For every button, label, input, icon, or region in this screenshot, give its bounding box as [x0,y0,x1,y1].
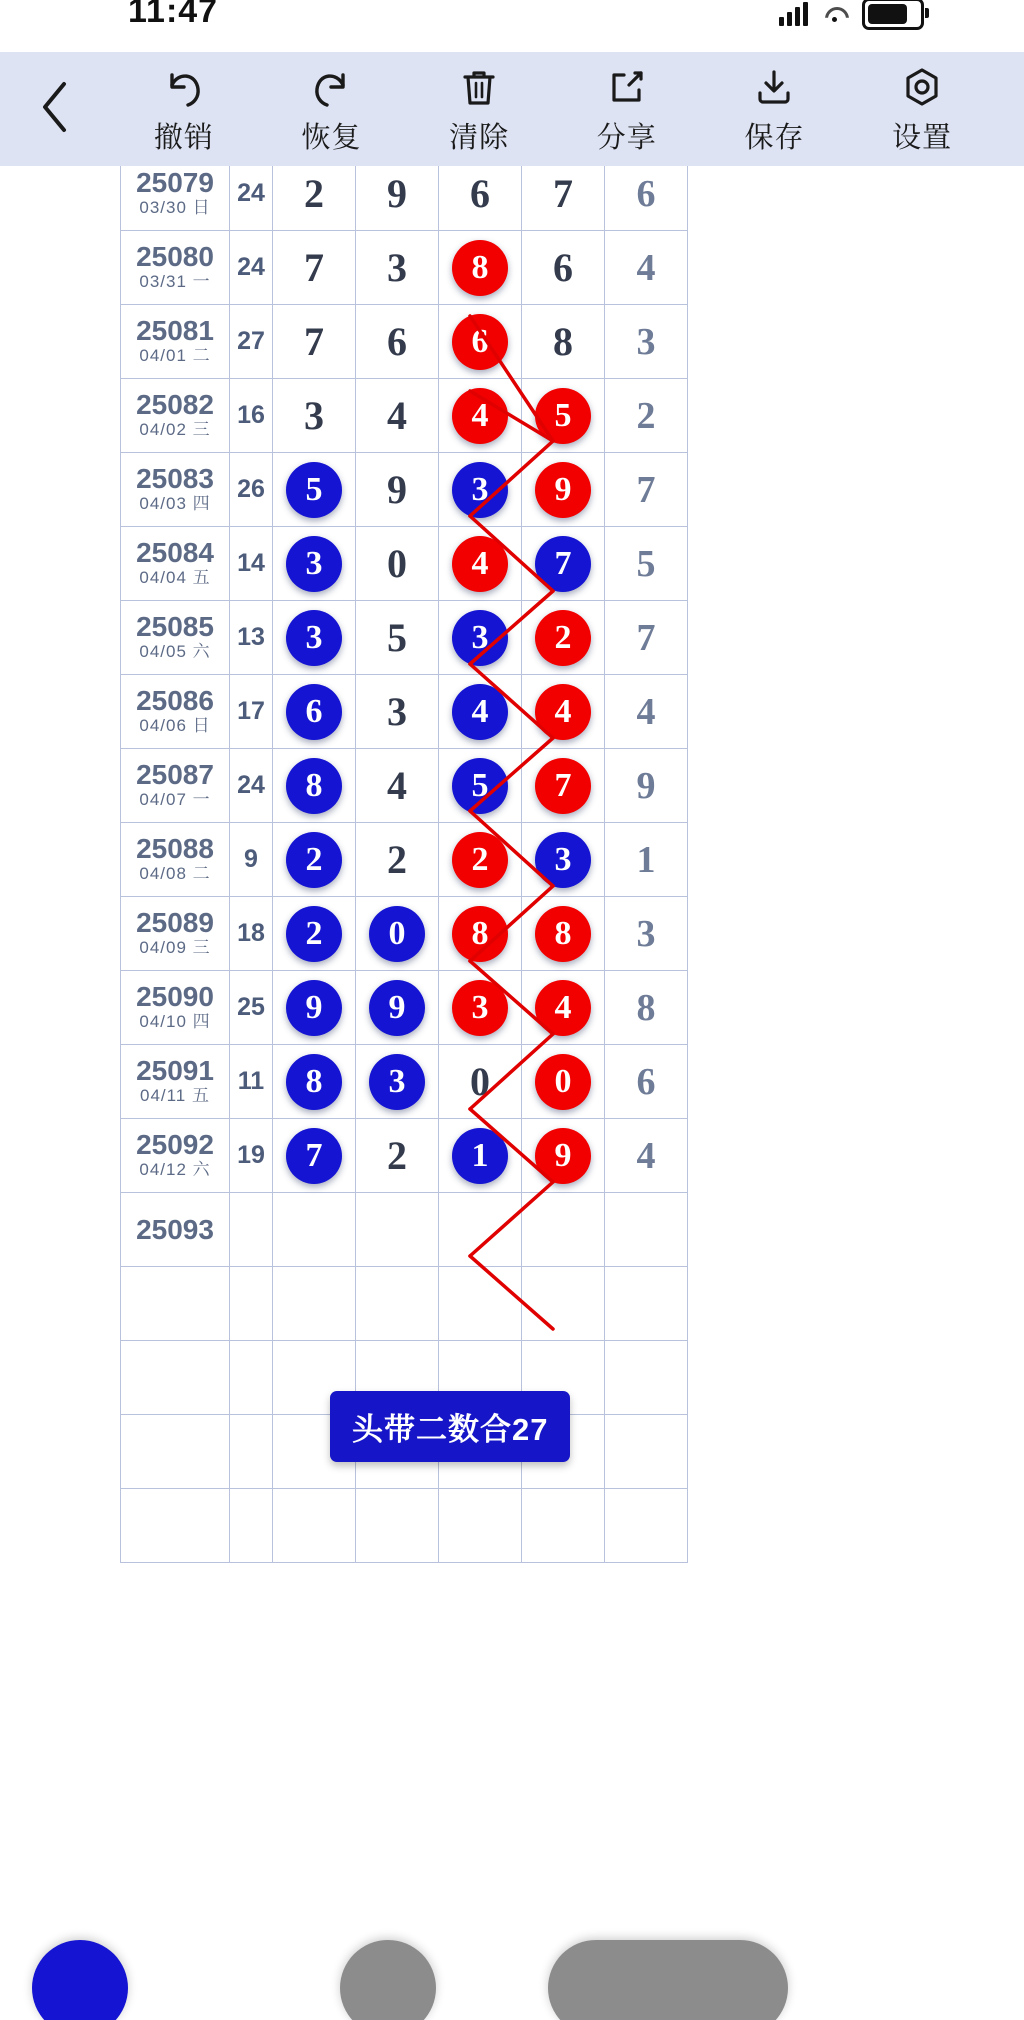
status-badge[interactable]: 头带二数合27 [330,1391,570,1462]
wifi-icon [822,3,848,25]
table-row[interactable] [121,823,688,897]
period-number: 25083 [136,462,214,494]
period-number: 25092 [136,1128,214,1160]
blue-ball[interactable]: 3 [535,832,591,888]
sum-cell: 24 [230,231,273,305]
ball-cell[interactable] [522,971,605,1045]
ball-cell[interactable] [439,897,522,971]
ball-cell[interactable] [356,305,439,379]
last-cell [605,1341,688,1415]
period-date: 04/05 六 [139,642,211,662]
ball-cell[interactable] [439,749,522,823]
ball-cell[interactable] [273,1045,356,1119]
period-date: 04/08 二 [139,864,211,884]
ball-cell[interactable] [439,971,522,1045]
table-row[interactable] [121,305,688,379]
period-date: 04/11 五 [139,1086,210,1106]
period-date: 04/09 三 [139,938,211,958]
period-number: 25089 [136,906,214,938]
save-icon [752,63,796,111]
period-cell [121,527,230,601]
table-row[interactable] [121,601,688,675]
last-cell: 4 [605,231,688,305]
clear-button[interactable] [419,63,539,156]
red-ball[interactable]: 9 [535,462,591,518]
status-icons [779,0,924,30]
red-ball[interactable]: 8 [452,906,508,962]
status-bar [0,0,1024,52]
last-cell: 1 [605,823,688,897]
bottom-chip-2[interactable] [340,1940,436,2020]
sum-cell [230,1415,273,1489]
table-row[interactable] [121,166,688,231]
ball-cell[interactable] [522,166,605,231]
blue-ball[interactable]: 9 [286,980,342,1036]
sum-cell: 17 [230,675,273,749]
period-number: 25085 [136,610,214,642]
table-row[interactable] [121,379,688,453]
period-cell [121,1267,230,1341]
red-ball[interactable]: 3 [452,980,508,1036]
ball-cell[interactable] [522,1489,605,1563]
period-cell [121,1045,230,1119]
period-date: 04/12 六 [139,1160,211,1180]
ball-cell[interactable] [439,231,522,305]
ball-cell[interactable] [439,601,522,675]
period-cell [121,166,230,231]
ball-cell[interactable] [439,1045,522,1119]
ball-cell[interactable] [356,231,439,305]
table-row[interactable] [121,1045,688,1119]
number-text: 6 [553,245,573,290]
ball-cell[interactable] [273,166,356,231]
blue-ball[interactable]: 4 [452,684,508,740]
sum-cell [230,1341,273,1415]
ball-cell[interactable] [439,1489,522,1563]
period-date: 04/04 五 [139,568,211,588]
ball-cell[interactable] [522,675,605,749]
ball-cell[interactable] [273,1489,356,1563]
blue-ball[interactable]: 8 [286,758,342,814]
ball-cell[interactable] [356,1193,439,1267]
period-cell [121,1415,230,1489]
last-cell [605,1193,688,1267]
table-row[interactable] [121,1119,688,1193]
ball-cell[interactable] [356,1489,439,1563]
number-text: 7 [304,245,324,290]
last-cell: 5 [605,527,688,601]
number-text: 2 [387,1133,407,1178]
ball-cell[interactable] [356,453,439,527]
ball-cell[interactable] [439,823,522,897]
period-number: 25093 [136,1213,214,1245]
blue-ball[interactable]: 1 [452,1128,508,1184]
last-cell: 7 [605,601,688,675]
period-date: 04/07 一 [139,790,211,810]
number-text: 8 [553,319,573,364]
blue-ball[interactable]: 5 [286,462,342,518]
ball-cell[interactable] [439,1267,522,1341]
period-number: 25086 [136,684,214,716]
number-text: 6 [387,319,407,364]
period-cell [121,231,230,305]
share-label: 分享 [596,121,657,154]
ball-cell[interactable] [439,453,522,527]
red-ball[interactable]: 5 [535,388,591,444]
table-row[interactable] [121,1267,688,1341]
ball-cell[interactable] [273,675,356,749]
ball-cell[interactable] [273,305,356,379]
red-ball[interactable]: 2 [535,610,591,666]
signal-icon [779,2,808,26]
blue-ball[interactable]: 3 [286,536,342,592]
last-cell [605,1415,688,1489]
ball-cell[interactable] [439,166,522,231]
ball-cell[interactable] [439,379,522,453]
undo-label: 撤销 [153,121,214,154]
ball-cell[interactable] [356,601,439,675]
period-number: 25082 [136,388,214,420]
table-row[interactable] [121,1489,688,1563]
blue-ball[interactable]: 2 [286,906,342,962]
ball-cell[interactable] [439,675,522,749]
status-time: 11:47 [128,0,219,30]
undo-icon [162,63,206,111]
period-number: 25088 [136,832,214,864]
number-text: 5 [387,615,407,660]
number-text: 7 [553,171,573,216]
save-button[interactable] [714,63,834,156]
ball-cell[interactable] [522,601,605,675]
sum-cell: 9 [230,823,273,897]
blue-ball[interactable]: 6 [286,684,342,740]
sum-cell: 13 [230,601,273,675]
period-number: 25090 [136,980,214,1012]
table-row[interactable] [121,453,688,527]
number-text: 0 [470,1059,490,1104]
sum-cell [230,1267,273,1341]
back-button[interactable] [0,52,110,166]
blue-ball[interactable]: 7 [535,536,591,592]
table-row[interactable] [121,749,688,823]
period-date: 04/10 四 [139,1012,211,1032]
sum-cell: 19 [230,1119,273,1193]
number-text: 0 [387,541,407,586]
ball-cell[interactable] [439,1193,522,1267]
period-cell [121,749,230,823]
ball-cell[interactable] [522,749,605,823]
last-cell: 6 [605,166,688,231]
number-text: 3 [387,689,407,734]
ball-cell[interactable] [522,379,605,453]
trash-icon [457,63,501,111]
ball-cell[interactable] [273,897,356,971]
redo-icon [309,63,353,111]
share-button[interactable] [567,63,687,156]
ball-cell[interactable] [356,1045,439,1119]
redo-button[interactable] [271,63,391,156]
ball-cell[interactable] [522,1045,605,1119]
blue-ball[interactable]: 2 [286,832,342,888]
ball-cell[interactable] [356,527,439,601]
table-row[interactable] [121,971,688,1045]
red-ball[interactable]: 9 [535,1128,591,1184]
period-number: 25087 [136,758,214,790]
red-ball[interactable]: 7 [535,758,591,814]
period-date: 03/31 一 [139,272,211,292]
ball-cell[interactable] [273,1267,356,1341]
ball-cell[interactable] [522,453,605,527]
table-row[interactable] [121,527,688,601]
period-cell [121,1489,230,1563]
red-ball[interactable]: 4 [535,980,591,1036]
sum-cell: 27 [230,305,273,379]
ball-cell[interactable] [522,1267,605,1341]
settings-label: 设置 [892,121,953,154]
sum-cell: 24 [230,166,273,231]
blue-ball[interactable]: 9 [369,980,425,1036]
period-cell [121,897,230,971]
period-number: 25080 [136,240,214,272]
blue-ball[interactable]: 3 [286,610,342,666]
period-cell [121,601,230,675]
last-cell: 4 [605,1119,688,1193]
ball-cell[interactable] [356,749,439,823]
blue-ball[interactable]: 3 [452,462,508,518]
ball-cell[interactable] [522,527,605,601]
period-date: 04/01 二 [139,346,211,366]
number-text: 2 [387,837,407,882]
table-row[interactable] [121,231,688,305]
last-cell: 8 [605,971,688,1045]
ball-cell[interactable] [356,971,439,1045]
ball-cell[interactable] [273,749,356,823]
number-text: 2 [304,171,324,216]
ball-cell[interactable] [356,675,439,749]
period-number: 25084 [136,536,214,568]
number-text: 7 [304,319,324,364]
period-cell [121,971,230,1045]
ball-cell[interactable] [356,823,439,897]
ball-cell[interactable] [356,1119,439,1193]
red-ball[interactable]: 4 [452,536,508,592]
period-cell [121,675,230,749]
number-text: 4 [387,763,407,808]
sum-cell [230,1489,273,1563]
period-date: 04/03 四 [139,494,211,514]
number-text: 6 [470,171,490,216]
ball-cell[interactable] [522,897,605,971]
red-ball[interactable]: 4 [452,388,508,444]
number-text: 9 [387,171,407,216]
blue-ball[interactable]: 5 [452,758,508,814]
last-cell [605,1489,688,1563]
period-cell [121,1193,230,1267]
lottery-grid-area[interactable] [0,166,1024,2020]
sum-cell: 26 [230,453,273,527]
last-cell: 9 [605,749,688,823]
number-text: 3 [304,393,324,438]
ball-cell[interactable] [273,601,356,675]
save-label: 保存 [744,121,805,154]
blue-ball[interactable]: 3 [369,1054,425,1110]
redo-label: 恢复 [301,121,362,154]
period-cell [121,453,230,527]
ball-cell[interactable] [273,453,356,527]
red-ball[interactable]: 6 [452,314,508,370]
sum-cell: 18 [230,897,273,971]
sum-cell: 14 [230,527,273,601]
sum-cell: 24 [230,749,273,823]
ball-cell[interactable] [273,823,356,897]
sum-cell: 25 [230,971,273,1045]
period-date: 04/02 三 [139,420,211,440]
red-ball[interactable]: 0 [535,1054,591,1110]
ball-cell[interactable] [273,971,356,1045]
number-text: 4 [387,393,407,438]
clear-label: 清除 [449,121,510,154]
table-row[interactable] [121,1193,688,1267]
period-number: 25081 [136,314,214,346]
settings-icon [900,63,944,111]
last-cell: 2 [605,379,688,453]
ball-cell[interactable] [439,527,522,601]
red-ball[interactable]: 4 [535,684,591,740]
last-cell: 6 [605,1045,688,1119]
period-cell [121,305,230,379]
toolbar [0,52,1024,166]
bottom-chip-3[interactable] [548,1940,788,2020]
ball-cell[interactable] [356,897,439,971]
blue-ball[interactable]: 7 [286,1128,342,1184]
battery-icon [862,0,924,30]
number-text: 3 [387,245,407,290]
ball-cell[interactable] [522,1119,605,1193]
period-cell [121,1341,230,1415]
red-ball[interactable]: 8 [535,906,591,962]
last-cell: 3 [605,305,688,379]
blue-ball[interactable]: 0 [369,906,425,962]
ball-cell[interactable] [356,379,439,453]
period-number: 25091 [136,1054,214,1086]
ball-cell[interactable] [522,231,605,305]
bottom-chip-1[interactable] [32,1940,128,2020]
sum-cell [230,1193,273,1267]
ball-cell[interactable] [273,231,356,305]
ball-cell[interactable] [273,1119,356,1193]
period-date: 04/06 日 [139,716,211,736]
ball-cell[interactable] [273,379,356,453]
ball-cell[interactable] [522,823,605,897]
share-icon [605,63,649,111]
ball-cell[interactable] [356,166,439,231]
ball-cell[interactable] [439,1119,522,1193]
red-ball[interactable]: 8 [452,240,508,296]
period-date: 03/30 日 [139,198,211,218]
ball-cell[interactable] [439,305,522,379]
blue-ball[interactable]: 3 [452,610,508,666]
ball-cell[interactable] [273,527,356,601]
undo-button[interactable] [124,63,244,156]
period-number: 25079 [136,166,214,198]
settings-button[interactable] [862,63,982,156]
ball-cell[interactable] [356,1267,439,1341]
ball-cell[interactable] [273,1193,356,1267]
sum-cell: 16 [230,379,273,453]
lottery-table [120,166,688,1563]
last-cell: 3 [605,897,688,971]
last-cell: 4 [605,675,688,749]
sum-cell: 11 [230,1045,273,1119]
red-ball[interactable]: 2 [452,832,508,888]
table-row[interactable] [121,897,688,971]
blue-ball[interactable]: 8 [286,1054,342,1110]
ball-cell[interactable] [522,1193,605,1267]
chevron-left-icon [38,79,72,140]
period-cell [121,379,230,453]
number-text: 9 [387,467,407,512]
last-cell: 7 [605,453,688,527]
ball-cell[interactable] [522,305,605,379]
period-cell [121,1119,230,1193]
period-cell [121,823,230,897]
last-cell [605,1267,688,1341]
table-body [121,166,688,1563]
table-row[interactable] [121,675,688,749]
